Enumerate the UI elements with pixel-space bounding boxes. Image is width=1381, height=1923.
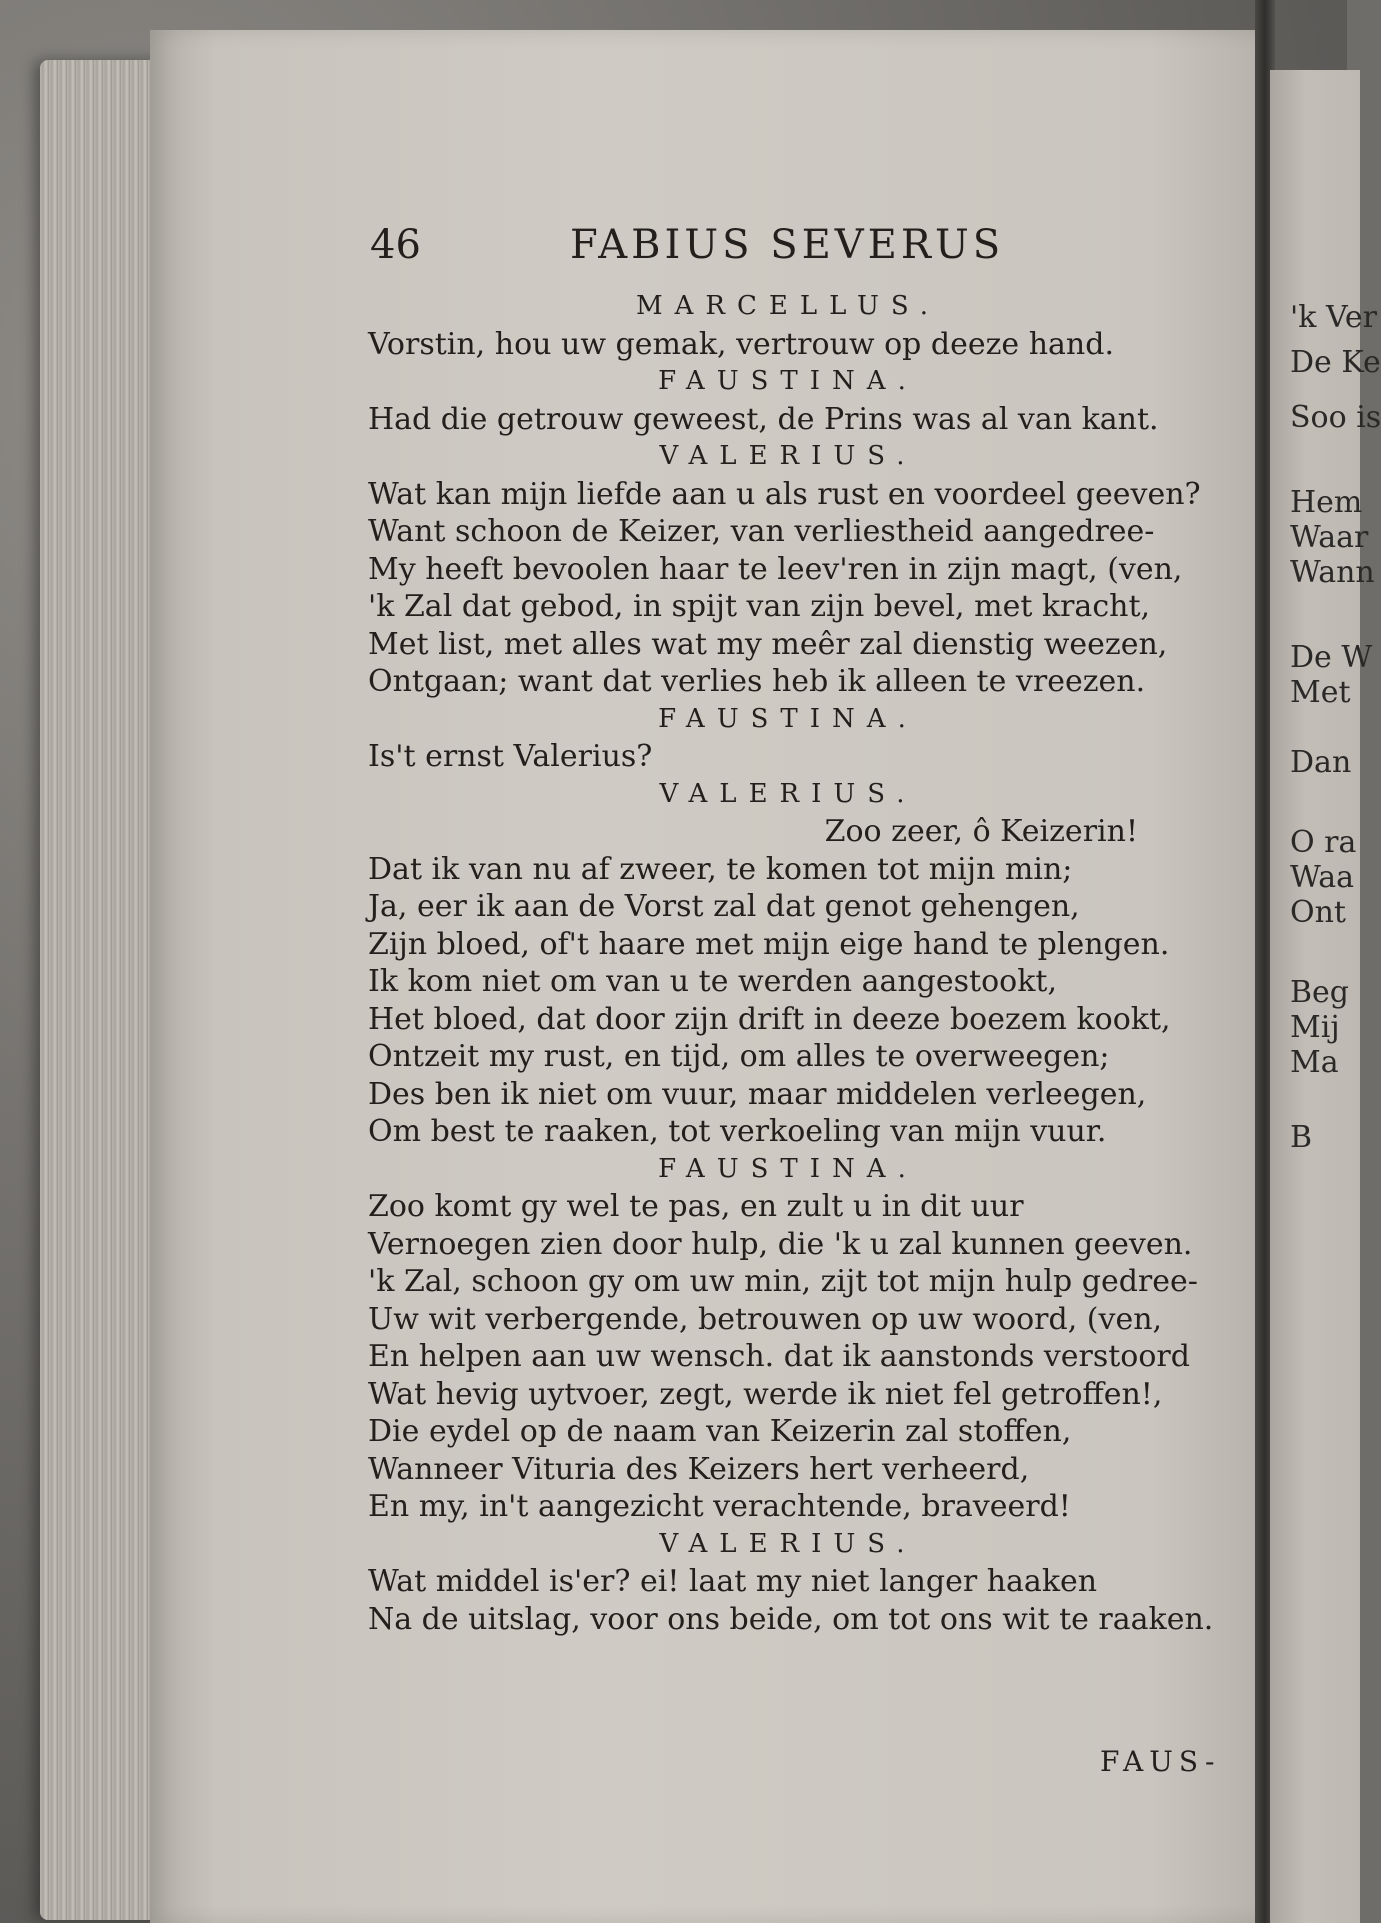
facing-page-fragment: 'k Ver: [1290, 300, 1377, 335]
verse-line: Ik kom niet om van u te werden aangestookt,: [368, 964, 1057, 999]
verse-line: Zijn bloed, of't haare met mijn eige hand te plengen.: [368, 926, 1170, 962]
catchword: FAUS-: [1100, 1745, 1221, 1778]
verse-line: Wanneer Vituria des Keizers hert verheerd,: [368, 1451, 1030, 1487]
page-header: [370, 222, 1070, 282]
verse-line: Wat kan mijn liefde aan u als rust en voordeel geeven?: [368, 476, 1201, 512]
facing-page-fragment: Wann: [1290, 555, 1375, 590]
verse-line: En helpen aan uw wensch. dat ik aanstonds verstoord: [368, 1339, 1190, 1374]
page-number: 46: [370, 222, 421, 268]
verse-line: En my, in't aangezicht verachtende, braveerd!: [368, 1489, 1071, 1524]
facing-page-fragment: Dan: [1290, 745, 1352, 780]
verse-line: Zoo zeer, ô Keizerin!: [824, 814, 1138, 849]
speaker-name: VALERIUS.: [659, 441, 917, 471]
verse-line: Wat middel is'er? ei! laat my niet langer haaken: [368, 1564, 1098, 1599]
speaker-name: VALERIUS.: [659, 1528, 917, 1559]
verse-line: Uw wit verbergende, betrouwen op uw woord, (ven,: [368, 1301, 1163, 1337]
play-text: [368, 288, 1248, 1638]
facing-page-fragment: Waar: [1290, 520, 1369, 555]
verse-line: My heeft bevoolen haar te leev'ren in zijn magt, (ven,: [368, 551, 1183, 587]
verse-line: Ontgaan; want dat verlies heb ik alleen te vreezen.: [368, 664, 1146, 699]
facing-page-fragment: B: [1290, 1120, 1313, 1155]
verse-line: 'k Zal dat gebod, in spijt van zijn bevel, met kracht,: [368, 589, 1151, 624]
facing-page-fragment: Mij: [1290, 1010, 1340, 1045]
verse-line: Om best te raaken, tot verkoeling van mijn vuur.: [368, 1114, 1107, 1149]
running-title: FABIUS SEVERUS: [570, 222, 1005, 268]
verse-line: Vorstin, hou uw gemak, vertrouw op deeze hand.: [368, 326, 1114, 362]
facing-page-fragment: Waa: [1290, 860, 1354, 895]
verse-line: Des ben ik niet om vuur, maar middelen verleegen,: [368, 1076, 1147, 1112]
facing-page-fragment: Hem: [1290, 485, 1363, 520]
verse-line: Ontzeit my rust, en tijd, om alles te overweegen;: [368, 1039, 1110, 1074]
speaker-name: VALERIUS.: [659, 778, 917, 809]
verse-line: Het bloed, dat door zijn drift in deeze boezem kookt,: [368, 1001, 1171, 1037]
verse-line: Na de uitslag, voor ons beide, om tot ons wit te raaken.: [368, 1601, 1214, 1637]
speaker-name: MARCELLUS.: [635, 291, 941, 321]
speaker-name: FAUSTINA.: [658, 366, 918, 396]
speaker-name: FAUSTINA.: [658, 703, 918, 734]
facing-page-fragment: O ra: [1290, 825, 1357, 860]
facing-page-fragment: De W: [1290, 640, 1373, 675]
verse-line: Dat ik van nu af zweer, te komen tot mijn min;: [368, 851, 1073, 887]
facing-page-fragment: Beg: [1290, 975, 1350, 1010]
facing-page-fragment: Met: [1290, 675, 1351, 710]
verse-line: Die eydel op de naam van Keizerin zal stoffen,: [368, 1414, 1072, 1449]
verse-line: Met list, met alles wat my meêr zal dienstig weezen,: [368, 626, 1168, 662]
verse-line: Had die getrouw geweest, de Prins was al van kant.: [368, 401, 1159, 437]
facing-page-fragment: Ma: [1290, 1045, 1339, 1080]
verse-line: Ja, eer ik aan de Vorst zal dat genot gehengen,: [368, 889, 1080, 924]
verse-line: Vernoegen zien door hulp, die 'k u zal kunnen geeven.: [368, 1226, 1193, 1262]
verse-line: Zoo komt gy wel te pas, en zult u in dit uur: [368, 1189, 1024, 1224]
speaker-name: FAUSTINA.: [658, 1153, 918, 1184]
verse-line: Want schoon de Keizer, van verliestheid aangedree-: [368, 514, 1155, 549]
facing-page-fragment: De Ke: [1290, 345, 1381, 380]
verse-line: Is't ernst Valerius?: [368, 739, 653, 774]
verse-line: 'k Zal, schoon gy om uw min, zijt tot mijn hulp gedree-: [368, 1264, 1198, 1299]
facing-page-fragment: Ont: [1290, 895, 1346, 930]
facing-page-fragment: Soo is: [1290, 400, 1381, 435]
verse-line: Wat hevig uytvoer, zegt, werde ik niet fel getroffen!,: [368, 1376, 1163, 1412]
